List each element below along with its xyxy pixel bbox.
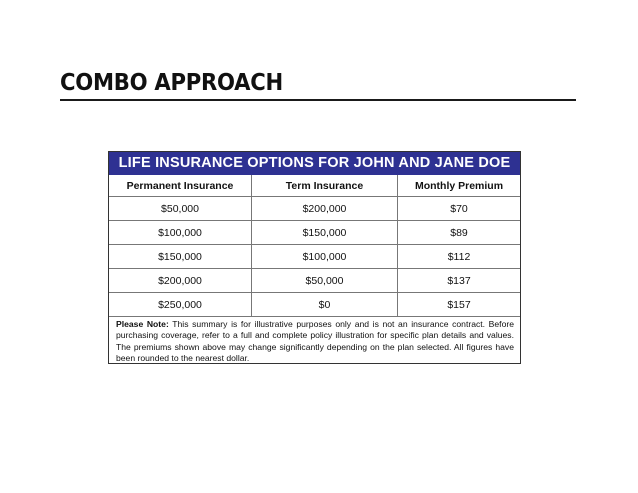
term-cell: $0: [252, 293, 398, 316]
column-header-term: Term Insurance: [252, 175, 398, 196]
permanent-cell: $100,000: [109, 221, 252, 244]
note-text: This summary is for illustrative purposes only and is not an insurance contract. Before purchasing coverage, refer to a full and complete policy illustration for specific plan details and values. The premiums shown above may change significantly depending on the plan selected. All figures have been rounded to the nearest dollar.: [116, 319, 514, 364]
term-cell: $100,000: [252, 245, 398, 268]
term-cell: $150,000: [252, 221, 398, 244]
slide-title: COMBO APPROACH: [60, 70, 283, 96]
premium-cell: $157: [447, 298, 471, 311]
table-row: [109, 269, 520, 293]
table-row: [109, 197, 520, 221]
column-header-permanent: Permanent Insurance: [109, 175, 252, 196]
table-column-headers: [109, 175, 520, 197]
table-row: [109, 245, 520, 269]
premium-cell: $89: [450, 226, 468, 239]
column-header-premium: Monthly Premium: [414, 179, 504, 192]
permanent-cell: $150,000: [109, 245, 252, 268]
title-underline: [60, 99, 576, 101]
disclaimer-note: [109, 317, 520, 365]
premium-cell: $112: [447, 250, 471, 263]
premium-cell: $70: [450, 202, 468, 215]
insurance-options-table: [108, 151, 521, 364]
table-row: [109, 221, 520, 245]
term-cell: $200,000: [252, 197, 398, 220]
table-row: [109, 293, 520, 317]
permanent-cell: $50,000: [109, 197, 252, 220]
note-label: Please Note:: [116, 319, 169, 329]
permanent-cell: $250,000: [109, 293, 252, 316]
table-heading: LIFE INSURANCE OPTIONS FOR JOHN AND JANE DOE: [109, 152, 520, 175]
premium-cell: $137: [447, 274, 471, 287]
permanent-cell: $200,000: [109, 269, 252, 292]
term-cell: $50,000: [252, 269, 398, 292]
